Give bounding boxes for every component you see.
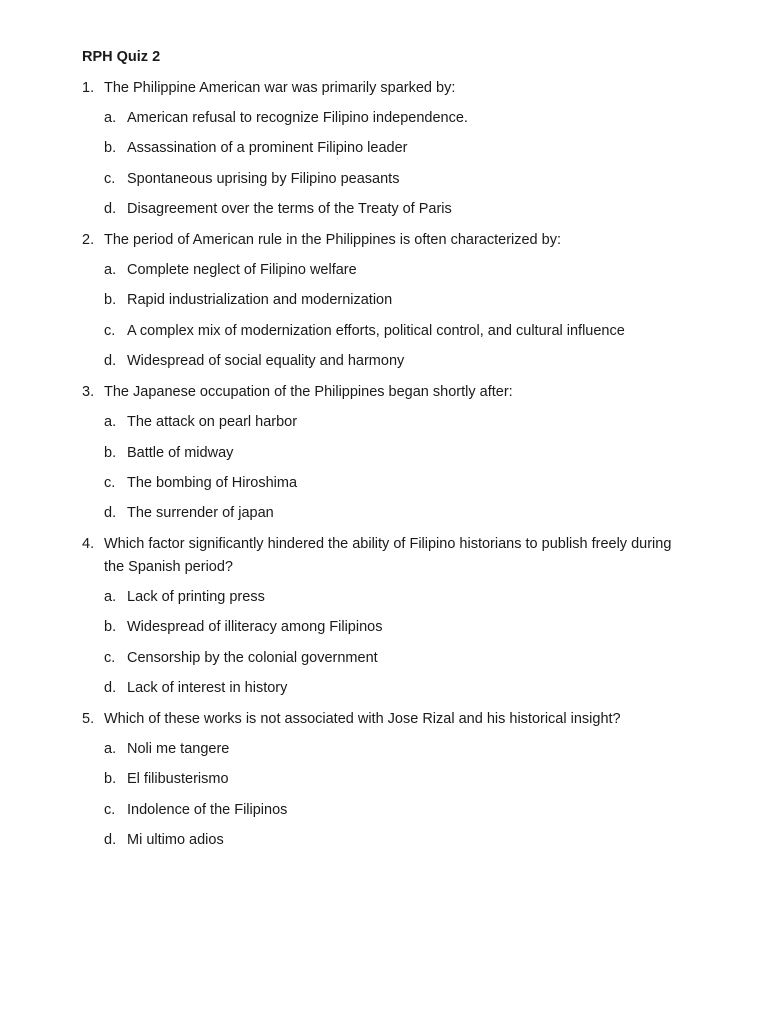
option-text: Noli me tangere [127, 741, 230, 757]
option-letter: a. [104, 414, 117, 430]
option-text: Censorship by the colonial government [127, 650, 378, 666]
option-text: American refusal to recognize Filipino independence. [127, 110, 468, 126]
question-number: 5. [82, 711, 95, 727]
question-text: the Spanish period? [104, 559, 233, 575]
question-text: The period of American rule in the Philippines is often characterized by: [104, 232, 561, 248]
option-text: The surrender of japan [127, 505, 274, 521]
option-text: Complete neglect of Filipino welfare [127, 262, 357, 278]
option-letter: b. [104, 771, 117, 787]
option-letter: d. [104, 353, 117, 369]
page-title: RPH Quiz 2 [82, 49, 161, 65]
option-letter: a. [104, 741, 117, 757]
option-text: A complex mix of modernization efforts, political control, and cultural influence [127, 323, 625, 339]
option-letter: d. [104, 832, 117, 848]
option-text: The attack on pearl harbor [127, 414, 298, 430]
option-letter: c. [104, 323, 116, 339]
option-letter: c. [104, 650, 116, 666]
option-text: Lack of printing press [127, 589, 265, 605]
option-text: Indolence of the Filipinos [127, 802, 288, 818]
question-text: Which of these works is not associated with Jose Rizal and his historical insight? [104, 711, 621, 727]
option-letter: d. [104, 201, 117, 217]
question-number: 3. [82, 384, 95, 400]
option-text: Widespread of social equality and harmony [127, 353, 405, 369]
option-text: Lack of interest in history [127, 680, 288, 696]
option-letter: c. [104, 475, 116, 491]
option-text: Mi ultimo adios [127, 832, 224, 848]
option-text: The bombing of Hiroshima [127, 475, 298, 491]
option-text: El filibusterismo [127, 771, 229, 787]
option-letter: a. [104, 589, 117, 605]
option-letter: b. [104, 619, 117, 635]
option-letter: b. [104, 445, 117, 461]
option-letter: c. [104, 171, 116, 187]
option-text: Assassination of a prominent Filipino leader [127, 140, 408, 156]
option-letter: c. [104, 802, 116, 818]
option-letter: b. [104, 140, 117, 156]
option-text: Widespread of illiteracy among Filipinos [127, 619, 383, 635]
option-letter: d. [104, 505, 117, 521]
option-letter: b. [104, 292, 117, 308]
question-number: 1. [82, 80, 95, 96]
option-text: Battle of midway [127, 445, 234, 461]
question-text: The Philippine American war was primarily sparked by: [104, 80, 456, 96]
option-text: Disagreement over the terms of the Treaty of Paris [127, 201, 452, 217]
question-text: Which factor significantly hindered the ability of Filipino historians to publish freely during [104, 536, 672, 552]
option-letter: a. [104, 262, 117, 278]
option-text: Rapid industrialization and modernization [127, 292, 393, 308]
option-text: Spontaneous uprising by Filipino peasants [127, 171, 400, 187]
option-letter: d. [104, 680, 117, 696]
question-number: 2. [82, 232, 95, 248]
question-number: 4. [82, 536, 95, 552]
option-letter: a. [104, 110, 117, 126]
question-text: The Japanese occupation of the Philippines began shortly after: [104, 384, 513, 400]
